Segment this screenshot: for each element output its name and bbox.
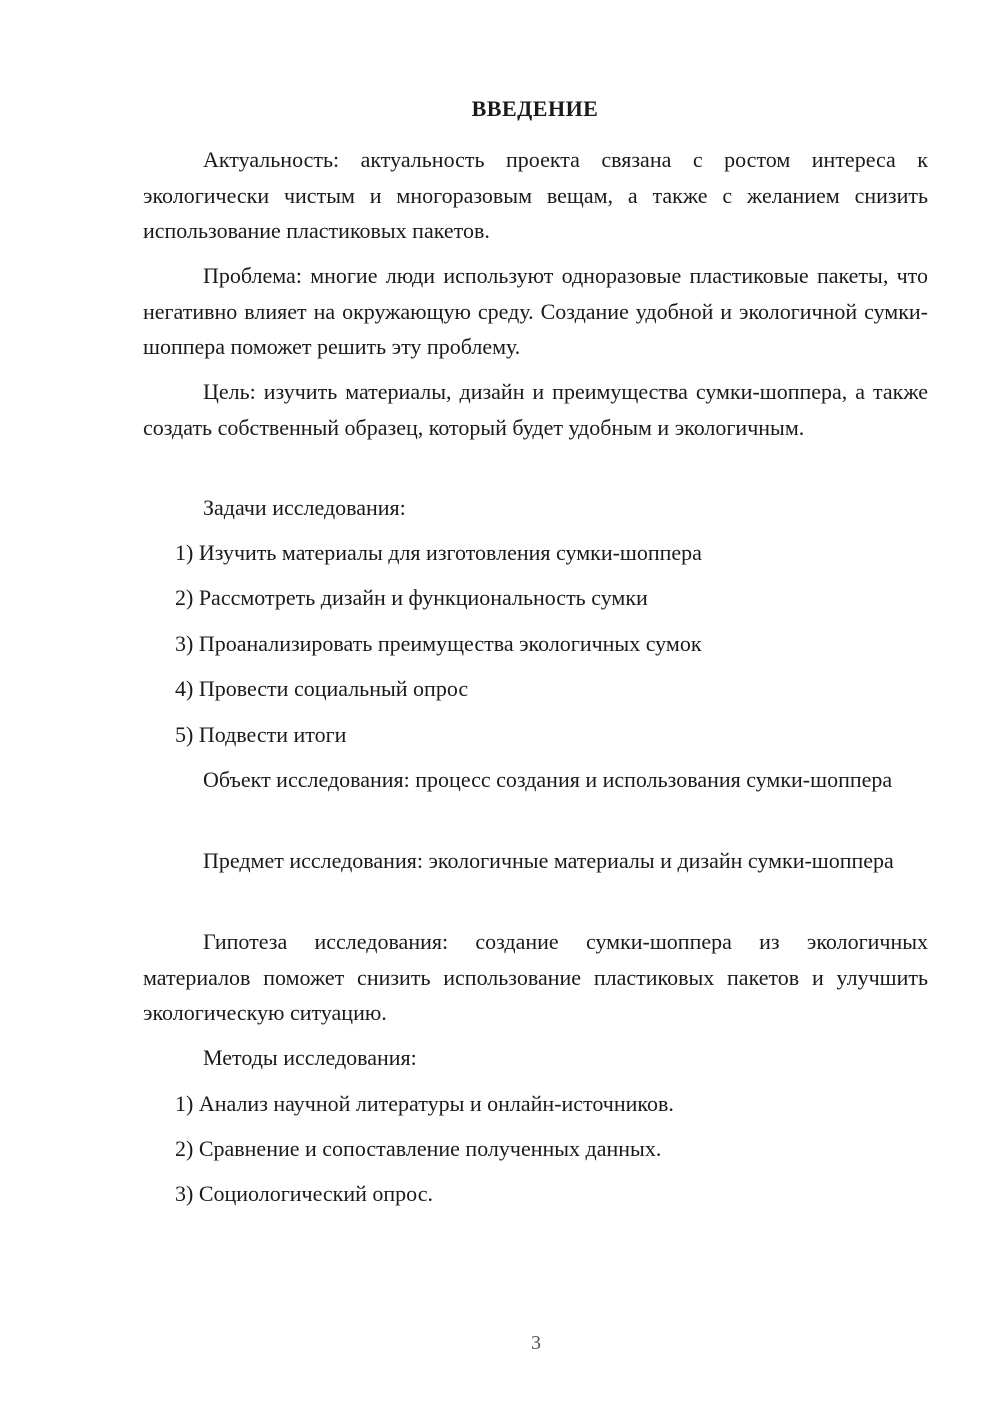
page-number: 3 [531, 1332, 541, 1354]
list-item: 4) Провести социальный опрос [175, 676, 469, 701]
relevance-paragraph: Актуальность: актуальность проекта связана с ростом интереса к экологически чистым и многоразовым вещам, а также с желанием снизить использование пластиковых пакетов. [143, 147, 928, 243]
hypothesis-paragraph: Гипотеза исследования: создание сумки-шоппера из экологичных материалов поможет снизить использование пластиковых пакетов и улучшить экологическую ситуацию. [143, 929, 928, 1025]
list-item: 2) Сравнение и сопоставление полученных данных. [175, 1136, 662, 1161]
list-item: 1) Анализ научной литературы и онлайн-источников. [175, 1091, 674, 1116]
list-item: 3) Социологический опрос. [175, 1181, 433, 1206]
list-item: 2) Рассмотреть дизайн и функциональность сумки [175, 585, 648, 610]
subject-paragraph: Предмет исследования: экологичные материалы и дизайн сумки-шоппера [203, 848, 894, 873]
problem-paragraph: Проблема: многие люди используют одноразовые пластиковые пакеты, что негативно влияет на окружающую среду. Создание удобной и экологичной сумки-шоппера поможет решить эту проблему. [143, 263, 928, 359]
list-item: 3) Проанализировать преимущества экологичных сумок [175, 631, 702, 656]
list-item: 5) Подвести итоги [175, 722, 347, 747]
methods-heading: Методы исследования: [203, 1045, 417, 1070]
page-title: ВВЕДЕНИЕ [471, 96, 599, 121]
goal-paragraph: Цель: изучить материалы, дизайн и преимущества сумки-шоппера, а также создать собственный образец, который будет удобным и экологичным. [143, 379, 928, 440]
tasks-heading: Задачи исследования: [203, 495, 406, 520]
list-item: 1) Изучить материалы для изготовления сумки-шоппера [175, 540, 702, 565]
object-paragraph: Объект исследования: процесс создания и использования сумки-шоппера [203, 767, 893, 792]
